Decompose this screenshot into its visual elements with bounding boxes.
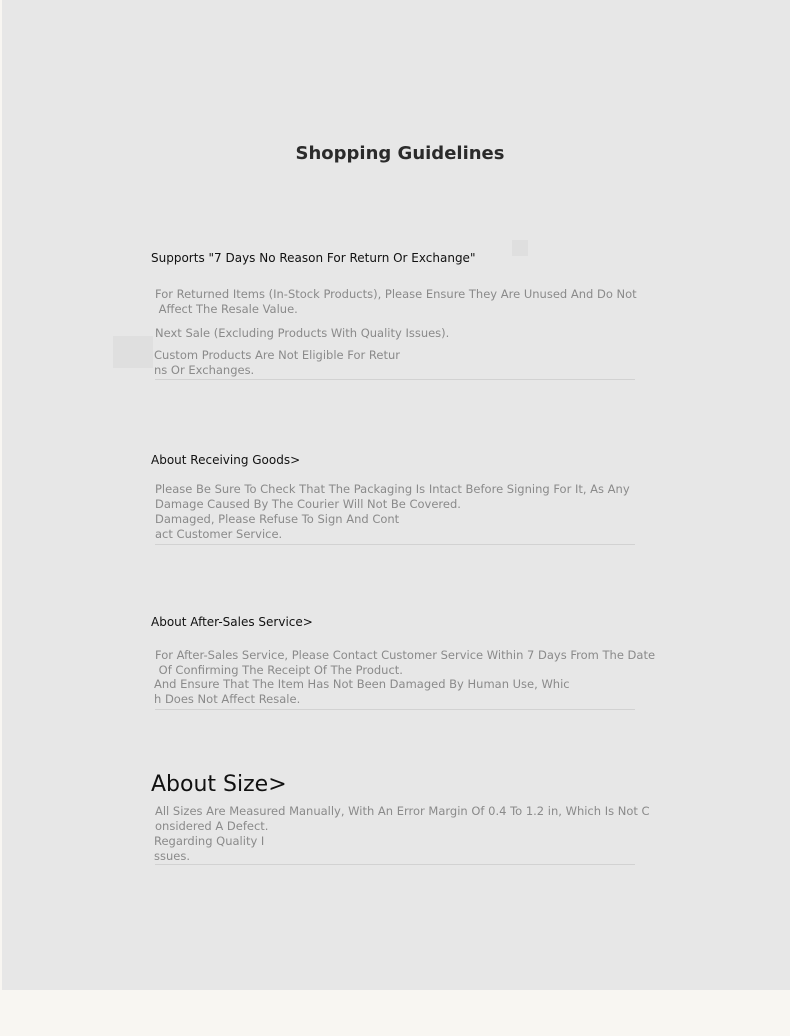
receiving-text: Please Be Sure To Check That The Packaging Is Intact Before Signing For It, As Any Damage Caused By The Courier Will Not Be Covered. Damaged, Please Refuse To Sign And Cont act Customer Service. xyxy=(155,482,630,541)
after-sales-text-1: For After-Sales Service, Please Contact Customer Service Within 7 Days From The Date Of Confirming The Receipt Of The Product. xyxy=(155,648,656,677)
section-heading-size: About Size> xyxy=(151,772,287,797)
background-artifact xyxy=(113,336,153,368)
page-title: Shopping Guidelines xyxy=(295,143,505,164)
section-divider xyxy=(155,379,635,380)
section-heading-after-sales: About After-Sales Service> xyxy=(151,615,313,629)
section-heading-returns: Supports "7 Days No Reason For Return Or Exchange" xyxy=(151,251,476,265)
size-text-1: All Sizes Are Measured Manually, With An Error Margin Of 0.4 To 1.2 in, Which Is Not C onsidered A Defect. xyxy=(155,804,650,833)
section-divider xyxy=(155,544,635,545)
size-text-2: Regarding Quality I ssues. xyxy=(154,834,265,863)
returns-text-3: Custom Products Are Not Eligible For Retur ns Or Exchanges. xyxy=(154,348,400,377)
after-sales-text-2: And Ensure That The Item Has Not Been Damaged By Human Use, Whic h Does Not Affect Resale. xyxy=(154,677,570,706)
returns-text-2: Next Sale (Excluding Products With Quality Issues). xyxy=(155,326,450,340)
returns-text-1: For Returned Items (In-Stock Products), Please Ensure They Are Unused And Do Not Affect The Resale Value. xyxy=(155,287,637,316)
background-artifact xyxy=(512,240,528,256)
section-heading-receiving: About Receiving Goods> xyxy=(151,453,301,467)
section-divider xyxy=(155,709,635,710)
section-divider xyxy=(155,864,635,865)
